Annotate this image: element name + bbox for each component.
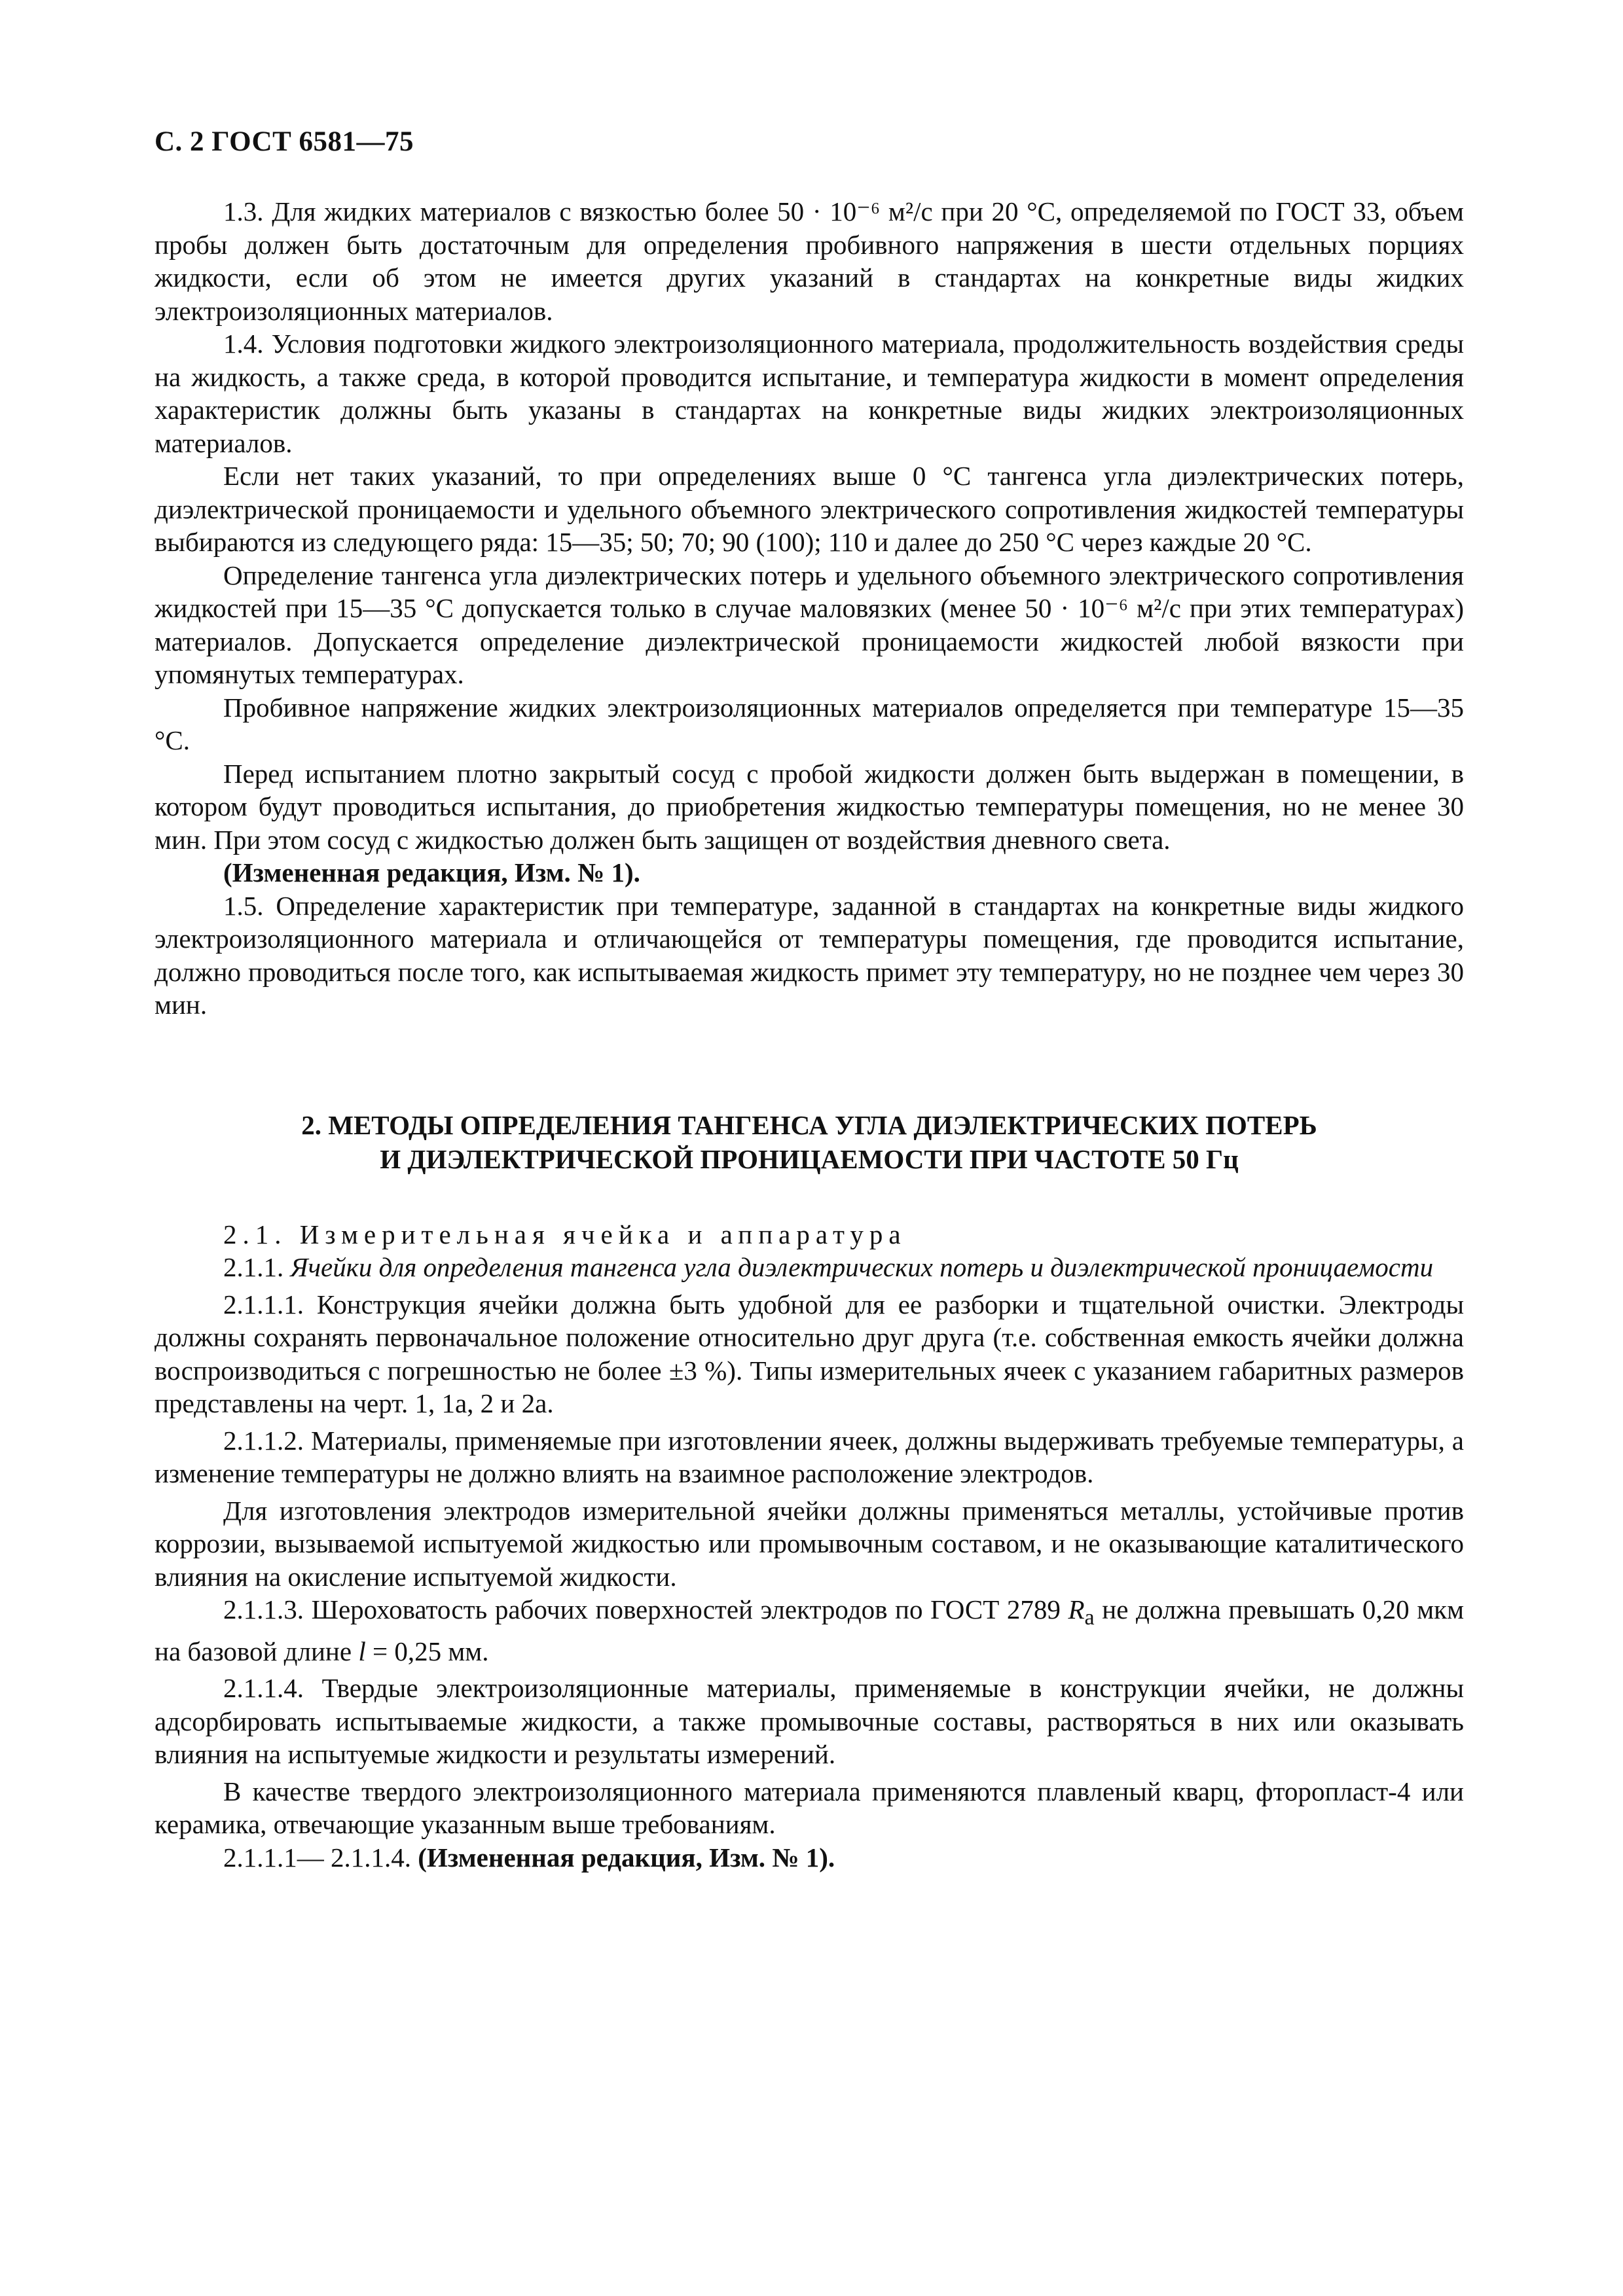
revision-note: (Измененная редакция, Изм. № 1). (223, 857, 640, 888)
paragraph-2-1-1-1: 2.1.1.1. Конструкция ячейки должна быть удобной для ее разборки и тщательной очистки. Электроды должны сохранять первоначальное положение относительно друг друга (т.е. собственная емкость ячейки должна воспроизводиться с погрешностью не более ±3 %). Типы измерительных ячеек с указанием габаритных размеров представлены на черт. 1, 1а, 2 и 2а. (155, 1289, 1464, 1418)
paragraph-2-1-1-3-text-c: = 0,25 мм. (372, 1636, 489, 1666)
paragraph-2-1-1-3 (155, 1593, 1464, 1668)
paragraph-1-5: 1.5. Определение характеристик при температуре, заданной в стандартах на конкретные виды жидкого электроизоляционного материала и отличающейся от температуры помещения, где проводится испытание, должно проводиться после того, как испытываемая жидкость примет эту температуру, но не позднее чем через 30 мин. (155, 890, 1464, 1020)
length-symbol: l (358, 1636, 366, 1666)
paragraph-2-1-1-2: 2.1.1.2. Материалы, применяемые при изготовлении ячеек, должны выдерживать требуемые температуры, а изменение температуры не должно влиять на взаимное расположение электродов. (155, 1425, 1464, 1488)
paragraph-2-1: 2.1. Измерительная ячейка и аппаратура (223, 1219, 907, 1249)
paragraph-1-4-tangent: Определение тангенса угла диэлектрических потерь и удельного объемного электрического сопротивления жидкостей при 15—35 °С допускается только в случае маловязких (менее 50 · 10⁻⁶ м²/с при этих температурах) материалов. Допускается определение диэлектрической проницаемости жидкостей любой вязкости при упомянутых температурах. (155, 560, 1464, 689)
paragraph-1-4-vessel: Перед испытанием плотно закрытый сосуд с пробой жидкости должен быть выдержан в помещении, в котором будут проводиться испытания, до приобретения жидкостью температуры помещения, но не менее 30 мин. При этом сосуд с жидкостью должен быть защищен от воздействия дневного света. (155, 758, 1464, 855)
paragraph-2-1-1-3-text-b: не должна превышать 0,20 мкм на базовой длине (155, 1594, 1465, 1666)
roughness-symbol: R (1068, 1594, 1085, 1624)
paragraph-2-1-1-4-materials: В качестве твердого электроизоляционного материала применяются плавленый кварц, фторопласт-4 или керамика, отвечающие указанным выше требованиям. (155, 1776, 1464, 1840)
revision-note-final: (Измененная редакция, Изм. № 1). (418, 1842, 835, 1873)
paragraph-1-3: 1.3. Для жидких материалов с вязкостью более 50 · 10⁻⁶ м²/с при 20 °С, определяемой по ГОСТ 33, объем пробы должен быть достаточным для определения пробивного напряжения в шести отдельных порциях жидкости, если об этом не имеется других указаний в стандартах на конкретные виды жидких электроизоляционных материалов. (155, 196, 1464, 326)
paragraph-1-4-temperatures: Если нет таких указаний, то при определениях выше 0 °С тангенса угла диэлектрических потерь, диэлектрической проницаемости и удельного объемного электрического сопротивления жидкостей температуры выбираются из следующего ряда: 15—35; 50; 70; 90 (100); 110 и далее до 250 °С через каждые 20 °С. (155, 461, 1464, 557)
section-heading (155, 1108, 1464, 1176)
paragraph-2-1-1 (155, 1251, 1464, 1284)
section-heading-line-2: И ДИЭЛЕКТРИЧЕСКОЙ ПРОНИЦАЕМОСТИ ПРИ ЧАСТОТЕ 50 Гц (380, 1143, 1239, 1174)
page-header: С. 2 ГОСТ 6581—75 (155, 126, 414, 157)
paragraph-2-1-1-number: 2.1.1. (223, 1252, 284, 1282)
paragraph-1-4-breakdown: Пробивное напряжение жидких электроизоляционных материалов определяется при температуре 15—35 °С. (155, 692, 1464, 755)
revision-range: 2.1.1.1— 2.1.1.4. (223, 1842, 411, 1873)
section-heading-line-1: 2. МЕТОДЫ ОПРЕДЕЛЕНИЯ ТАНГЕНСА УГЛА ДИЭЛЕКТРИЧЕСКИХ ПОТЕРЬ (301, 1109, 1317, 1140)
roughness-subscript: а (1084, 1605, 1095, 1630)
document-body (155, 195, 1464, 1874)
paragraph-revision-final (155, 1841, 1464, 1874)
paragraph-2-1-1-4: 2.1.1.4. Твердые электроизоляционные материалы, применяемые в конструкции ячейки, не должны адсорбировать испытываемые жидкости, а также промывочные составы, растворяться в них или оказывать влияния на испытуемые жидкости и результаты измерений. (155, 1673, 1464, 1770)
paragraph-2-1-1-title: Ячейки для определения тангенса угла диэлектрических потерь и диэлектрической проницаемости (290, 1252, 1434, 1282)
paragraph-2-1-1-3-text-a: 2.1.1.3. Шероховатость рабочих поверхностей электродов по ГОСТ 2789 (223, 1594, 1061, 1624)
paragraph-1-4: 1.4. Условия подготовки жидкого электроизоляционного материала, продолжительность воздействия среды на жидкость, а также среда, в которой проводится испытание, и температура жидкости в момент определения характеристик должны быть указаны в стандартах на конкретные виды жидких электроизоляционных материалов. (155, 329, 1464, 458)
paragraph-2-1-1-2-metals: Для изготовления электродов измерительной ячейки должны применяться металлы, устойчивые против коррозии, вызываемой испытуемой жидкостью или промывочным составом, и не оказывающие каталитического влияния на окисление испытуемой жидкости. (155, 1495, 1464, 1592)
